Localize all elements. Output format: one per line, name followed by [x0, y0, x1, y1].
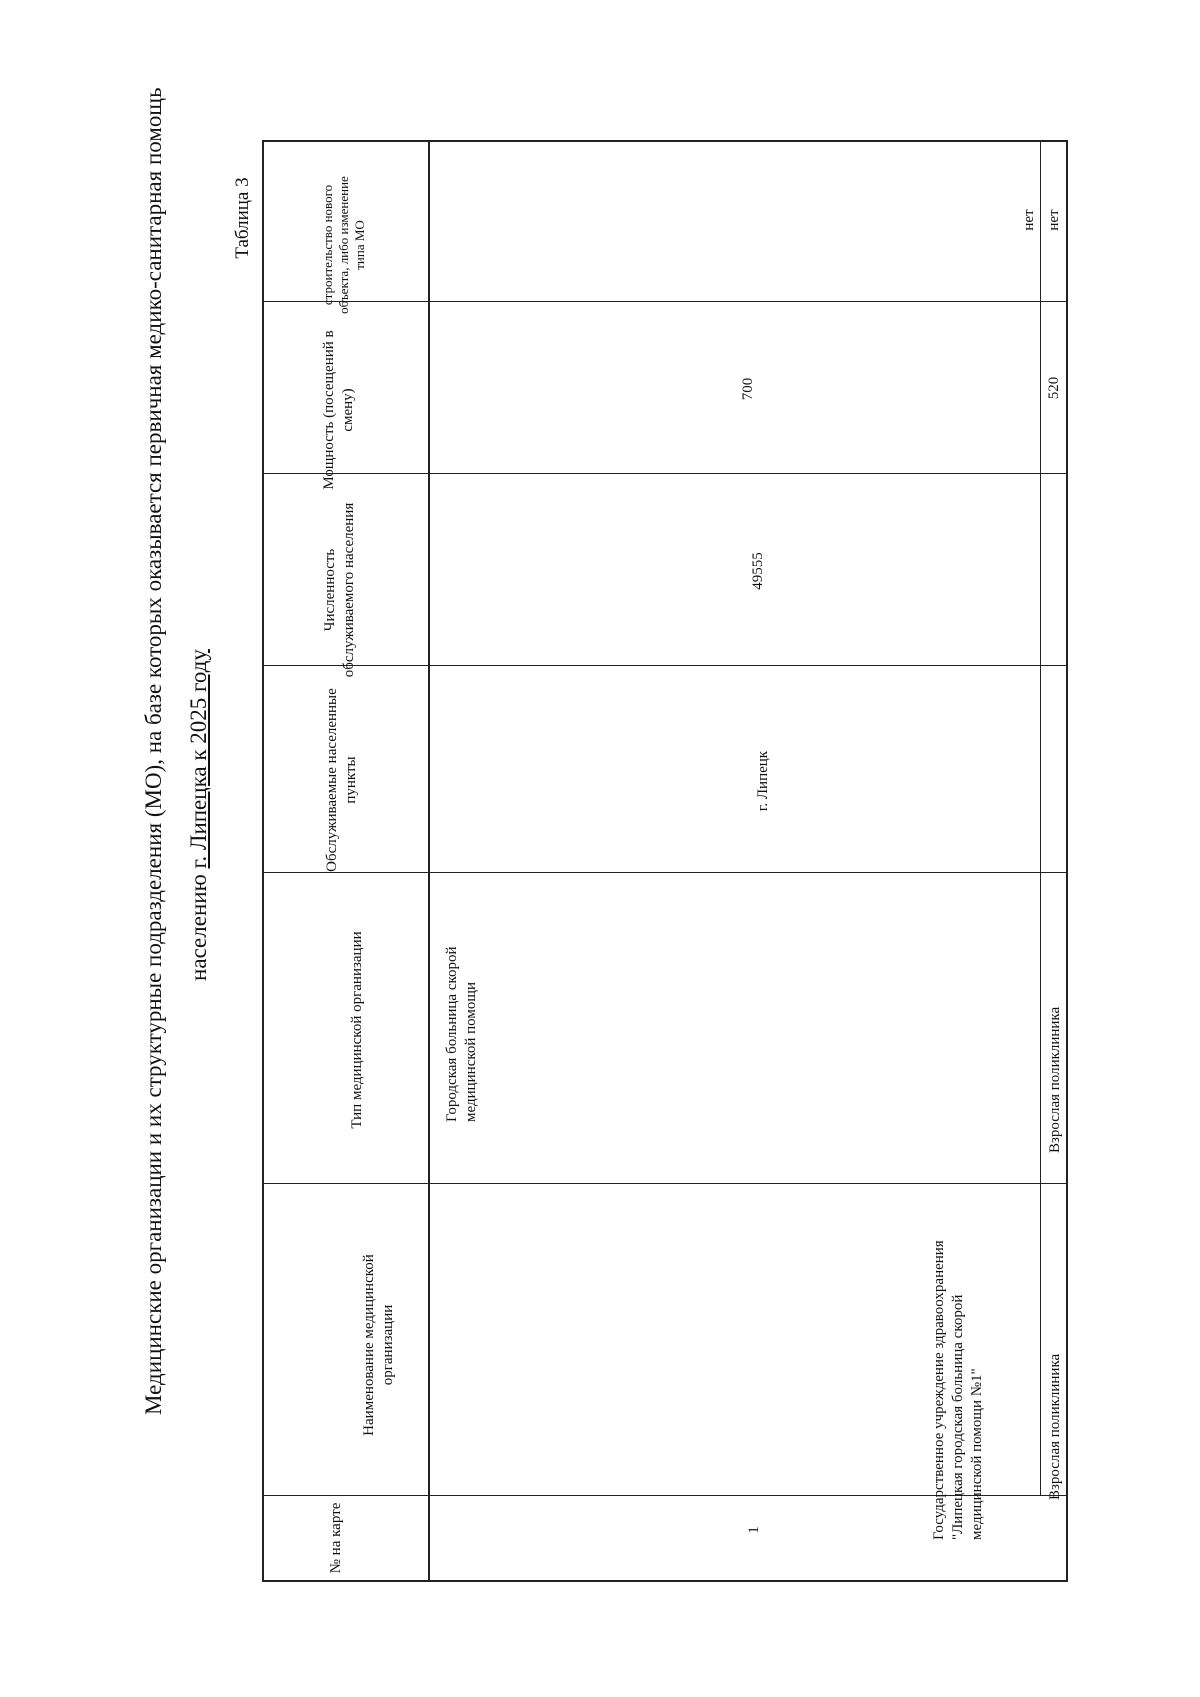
col-sep-2	[262, 1183, 1068, 1184]
row1-construction: нет	[1021, 209, 1037, 231]
table-border-top	[262, 140, 1068, 142]
header-org-type: Тип медицинской организации	[349, 931, 365, 1129]
row2-construction: нет	[1046, 209, 1062, 231]
row-sep-1	[1040, 301, 1041, 1495]
row1-settlements: г. Липецк	[755, 750, 771, 812]
header-map-no-text: № на карте	[328, 1502, 344, 1574]
header-construction: строительство нового объекта, либо изменение типа МО	[320, 176, 367, 314]
header-capacity: Мощность (посещений в смену)	[321, 330, 356, 490]
row2-org-type: Взрослая поликлиника	[1047, 1006, 1063, 1153]
row2-capacity: 520	[1046, 376, 1062, 400]
row1-capacity: 700	[740, 377, 756, 401]
document-subtitle	[186, 390, 216, 1240]
table-border-right	[1066, 140, 1068, 1582]
table-label: Таблица 3	[232, 177, 253, 259]
subtitle-prefix: населению	[186, 868, 211, 981]
document-title: Медицинские организации и их структурные подразделения (МО), на базе которых оказывается первичная медико-санитарная помощь	[141, 87, 166, 1415]
row1-org-name: Государственное учреждение здравоохранения "Липецкая городская больница скорой медицинской помощи №1"	[931, 1240, 985, 1540]
row-sep-1-top	[1040, 140, 1041, 301]
row1-map-no: 1	[746, 1526, 762, 1534]
row1-population: 49555	[750, 552, 766, 590]
row2-org-name: Взрослая поликлиника	[1047, 1353, 1063, 1500]
col-sep-3	[262, 872, 1068, 873]
header-settlements: Обслуживаемые населенные пункты	[324, 688, 359, 872]
subtitle-underlined: г. Липецка к 2025 году	[186, 649, 211, 869]
header-separator	[428, 140, 430, 1582]
row1-org-type: Городская больница скорой медицинской помощи	[444, 946, 479, 1122]
header-org-name: Наименование медицинской организации	[361, 1254, 396, 1436]
table-border-left	[262, 140, 264, 1582]
header-population: Численность обслуживаемого населения	[322, 502, 357, 678]
